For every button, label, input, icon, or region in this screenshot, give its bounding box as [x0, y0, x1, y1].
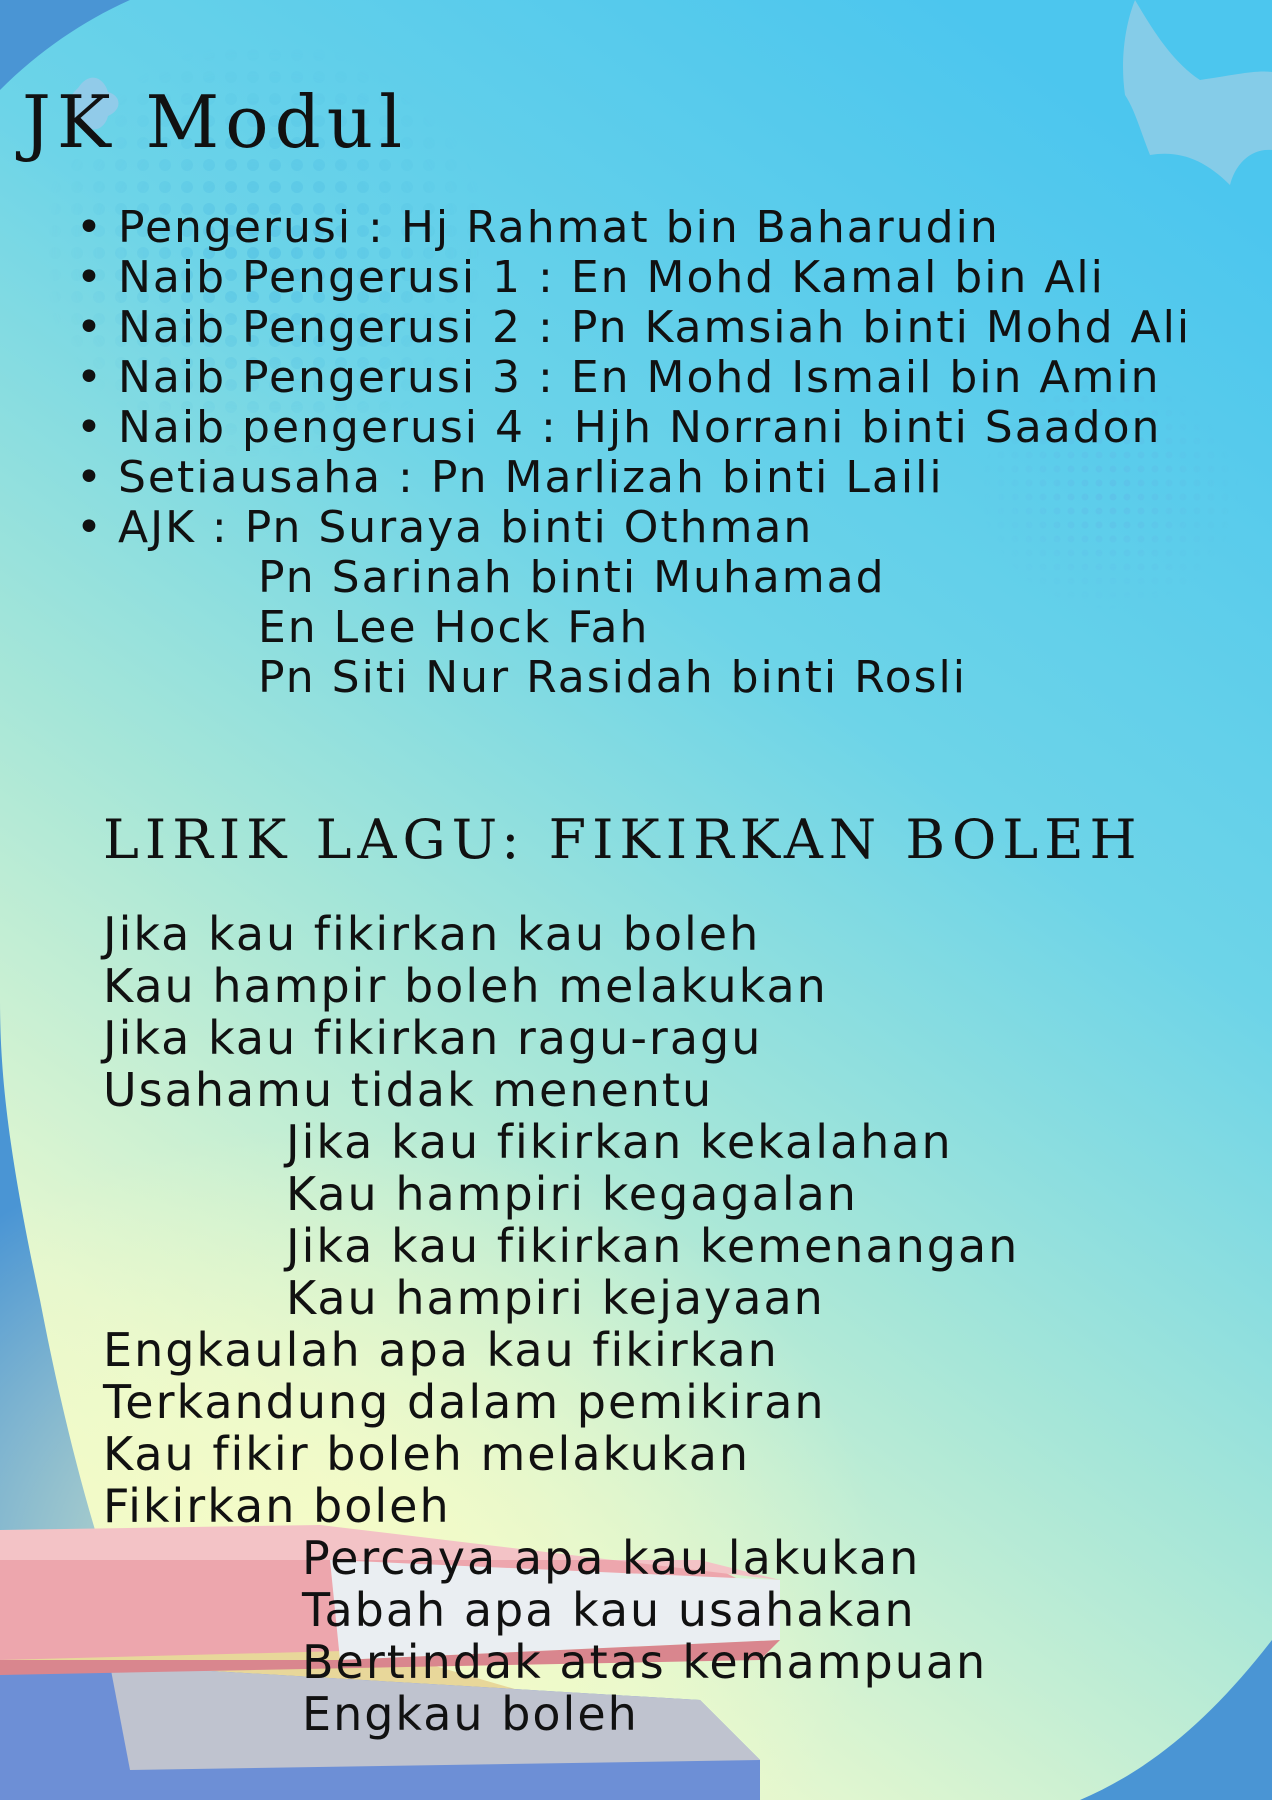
lyric-line: Jika kau fikirkan kekalahan — [286, 1115, 953, 1169]
lyric-line: Jika kau fikirkan kau boleh — [103, 907, 761, 961]
list-item — [76, 202, 1000, 253]
lyric-line: Percaya apa kau lakukan — [302, 1531, 921, 1585]
lyric-line: Terkandung dalam pemikiran — [103, 1375, 826, 1429]
list-item-text: AJK : Pn Suraya binti Othman — [118, 502, 814, 553]
list-item-text: Naib Pengerusi 1 : En Mohd Kamal bin Ali — [118, 252, 1105, 303]
bullet-icon: • — [76, 252, 104, 303]
bullet-icon: • — [76, 402, 104, 453]
list-item — [76, 352, 1161, 403]
lyric-line: Kau hampir boleh melakukan — [103, 959, 828, 1013]
ajk-member: Pn Sarinah binti Muhamad — [258, 552, 886, 603]
bullet-icon: • — [76, 452, 104, 503]
list-item — [76, 502, 814, 553]
lyric-line: Kau hampiri kejayaan — [286, 1271, 825, 1325]
lyric-line: Jika kau fikirkan kemenangan — [286, 1219, 1020, 1273]
lyric-line: Kau hampiri kegagalan — [286, 1167, 858, 1221]
list-item-text: Setiausaha : Pn Marlizah binti Laili — [118, 452, 944, 503]
list-item-text: Pengerusi : Hj Rahmat bin Baharudin — [118, 202, 1000, 253]
lyric-line: Kau fikir boleh melakukan — [103, 1427, 751, 1481]
bullet-icon: • — [76, 502, 104, 553]
lyric-line: Fikirkan boleh — [103, 1479, 451, 1533]
bullet-icon: • — [76, 352, 104, 403]
lyric-line: Tabah apa kau usahakan — [302, 1583, 916, 1637]
list-item — [76, 402, 1162, 453]
bullet-icon: • — [76, 202, 104, 253]
ajk-member: En Lee Hock Fah — [258, 602, 650, 653]
bullet-icon: • — [76, 302, 104, 353]
list-item-text: Naib Pengerusi 3 : En Mohd Ismail bin Amin — [118, 352, 1161, 403]
lyric-line: Engkaulah apa kau fikirkan — [103, 1323, 779, 1377]
page-title: JK Modul — [22, 80, 409, 164]
list-item — [76, 252, 1105, 303]
list-item-text: Naib pengerusi 4 : Hjh Norrani binti Saadon — [118, 402, 1162, 453]
lyrics-heading: LIRIK LAGU: FIKIRKAN BOLEH — [103, 808, 1143, 871]
lyric-line: Usahamu tidak menentu — [103, 1063, 714, 1117]
list-item — [76, 452, 944, 503]
ajk-member: Pn Siti Nur Rasidah binti Rosli — [258, 652, 968, 703]
list-item — [76, 302, 1192, 353]
lyric-line: Engkau boleh — [302, 1687, 639, 1741]
lyric-line: Jika kau fikirkan ragu-ragu — [103, 1011, 763, 1065]
lyric-line: Bertindak atas kemampuan — [302, 1635, 988, 1689]
list-item-text: Naib Pengerusi 2 : Pn Kamsiah binti Mohd Ali — [118, 302, 1192, 353]
